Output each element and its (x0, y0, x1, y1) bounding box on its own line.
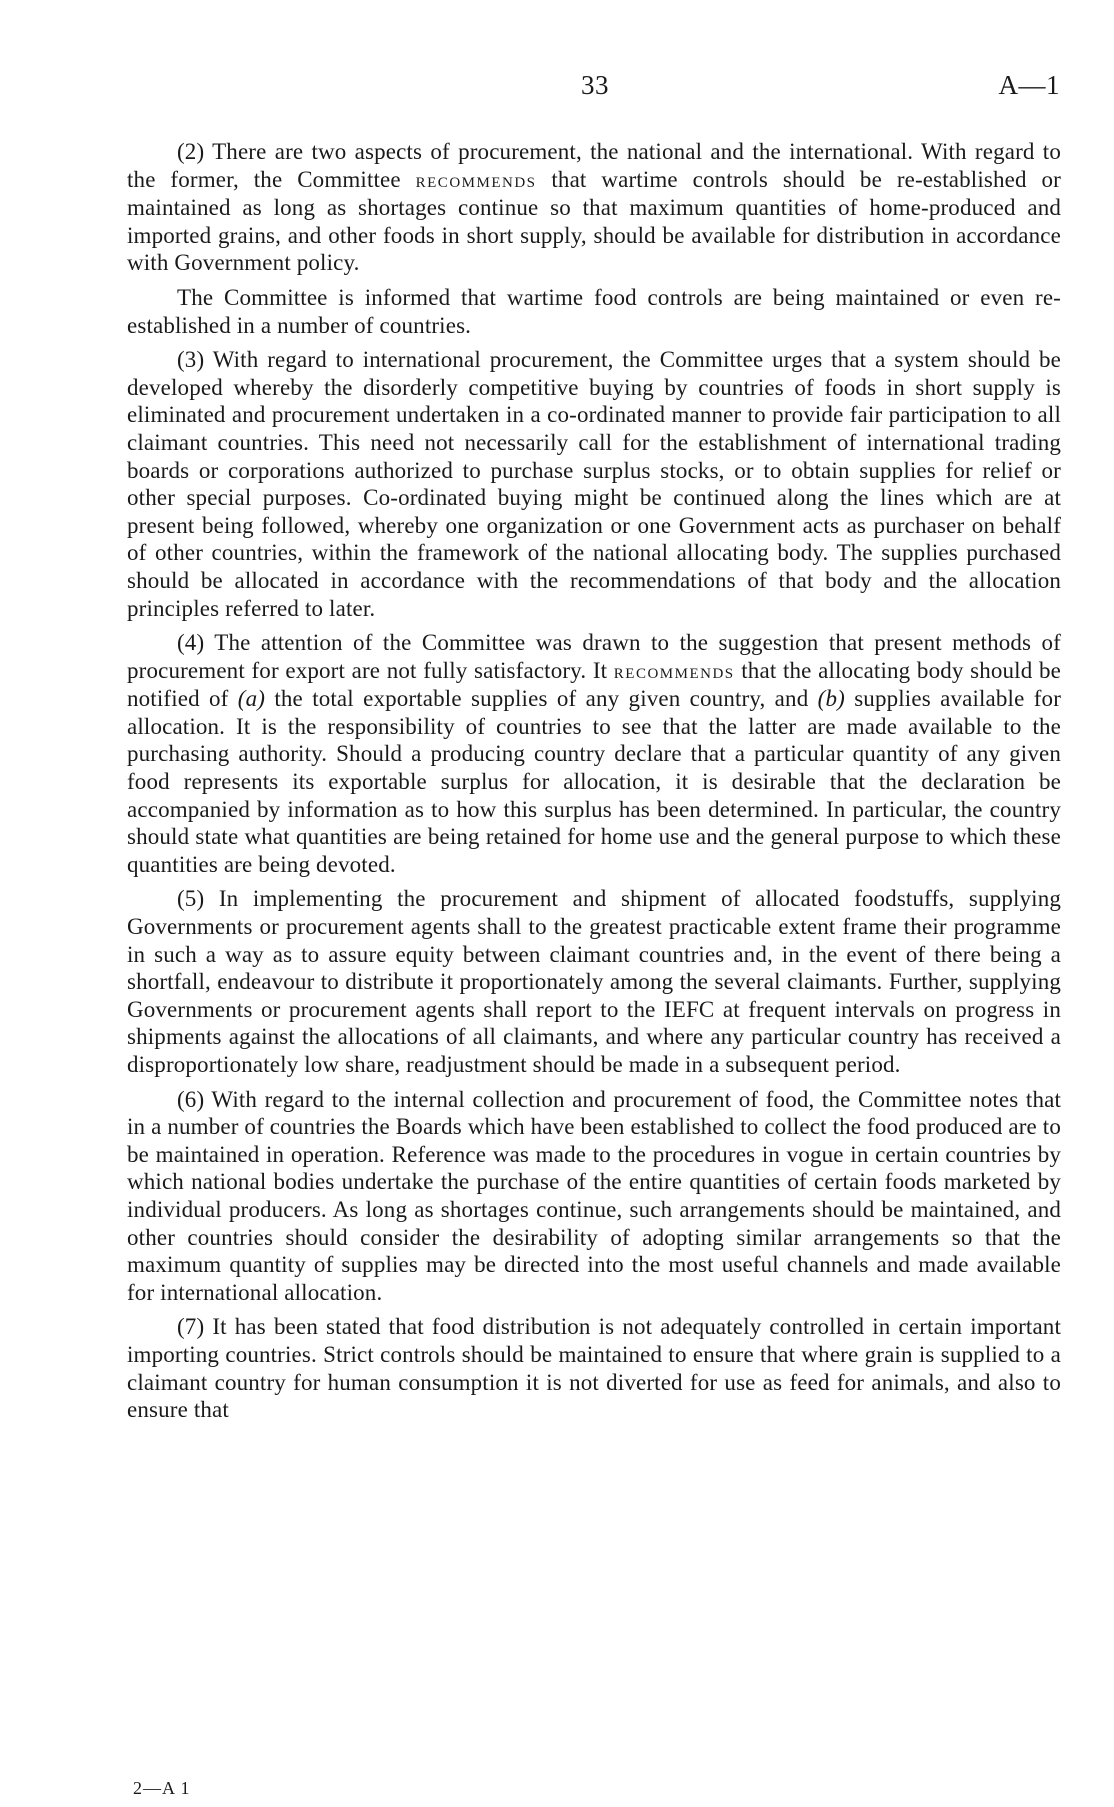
text-segment: the total exportable supplies of any given country, and (265, 686, 818, 712)
text-segment: The Committee is informed that wartime food controls are being maintained or even re-established in a number of countries. (127, 284, 1061, 338)
emphasis-recommends: recommends (415, 167, 537, 192)
text-segment: (4) The attention of the Committee was drawn to the suggestion that present methods of procurement for export are not fully satisfactory. It (127, 630, 1061, 683)
paragraph-2 (127, 138, 1061, 277)
paragraph-6 (127, 1086, 1061, 1307)
body-text (127, 138, 1061, 1431)
text-segment: (2) There are two aspects of procurement, the national and the international. With regard to the former, the Committee (127, 139, 1061, 192)
text-segment: (3) With regard to international procurement, the Committee urges that a system should be developed whereby the disorderly competitive buying by countries of foods in short supply is eliminated and procurement undertaken in a co-ordinated manner to provide fair participation to all claimant countries. This need not necessarily call for the establishment of international trading boards or corporations authorized to purchase surplus stocks, or to obtain supplies for relief or other special purposes. Co-ordinated buying might be continued along the lines which are at present being followed, whereby one organization or one Government acts as purchaser on behalf of other countries, within the framework of the national allocating body. The supplies purchased should be allocated in accordance with the recommendations of that body and the allocation principles referred to later. (127, 347, 1061, 621)
paragraph-committee-informed (127, 284, 1061, 339)
text-segment: that wartime controls should be re-established or maintained as long as shortages continue so that maximum quantities of home-produced and imported grains, and other foods in short supply, should be available for distribution in accordance with Government policy. (127, 166, 1061, 276)
item-marker-b: (b) (817, 686, 845, 712)
signature-mark: 2—A 1 (133, 1778, 191, 1798)
text-segment: that the allocating body should be notified of (127, 657, 1061, 712)
paragraph-5 (127, 885, 1061, 1078)
item-marker-a: (a) (237, 686, 266, 712)
text-segment: supplies available for allocation. It is the responsibility of countries to see that the latter are made available to the purchasing authority. Should a producing country declare that a particular quantity of any given food represents its exportable surplus for allocation, it is desirable that the declaration be accompanied by information as to how this surplus has been determined. In particular, the country should state what quantities are being retained for home use and the general purpose to which these quantities are being devoted. (127, 686, 1062, 877)
page-number: 33 (581, 70, 609, 100)
emphasis-recommends: recommends (613, 658, 735, 683)
text-segment: (7) It has been stated that food distribution is not adequately controlled in certain important importing countries. Strict controls should be maintained to ensure that where grain is supplied to a claimant country for human consumption it is not diverted for use as feed for animals, and also to ensure that (127, 1314, 1061, 1423)
text-segment: (5) In implementing the procurement and shipment of allocated foodstuffs, supplying Governments or procurement agents shall to the greatest practicable extent frame their programme in such a way as to assure equity between claimant countries and, in the event of there being a shortfall, endeavour to distribute it proportionately among the several claimants. Further, supplying Governments or procurement agents shall report to the IEFC at frequent intervals on progress in shipments against the allocations of all claimants, and where any particular country has received a disproportionately low share, readjustment should be made in a subsequent period. (127, 886, 1061, 1077)
page-header (130, 70, 1060, 110)
paragraph-4 (127, 629, 1061, 878)
paragraph-7 (127, 1313, 1061, 1423)
text-segment: (6) With regard to the internal collection and procurement of food, the Committee notes that in a number of countries the Boards which have been established to collect the food produced are to be maintained in operation. Reference was made to the procedures in vogue in certain countries by which national bodies undertake the purchase of the entire quantities of certain foods marketed by individual producers. As long as shortages continue, such arrangements should be maintained, and other countries should consider the desirability of adopting similar arrangements so that the maximum quantity of supplies may be directed into the most useful channels and made available for international allocation. (127, 1086, 1061, 1305)
document-code: A—1 (998, 70, 1060, 100)
paragraph-3 (127, 346, 1061, 622)
